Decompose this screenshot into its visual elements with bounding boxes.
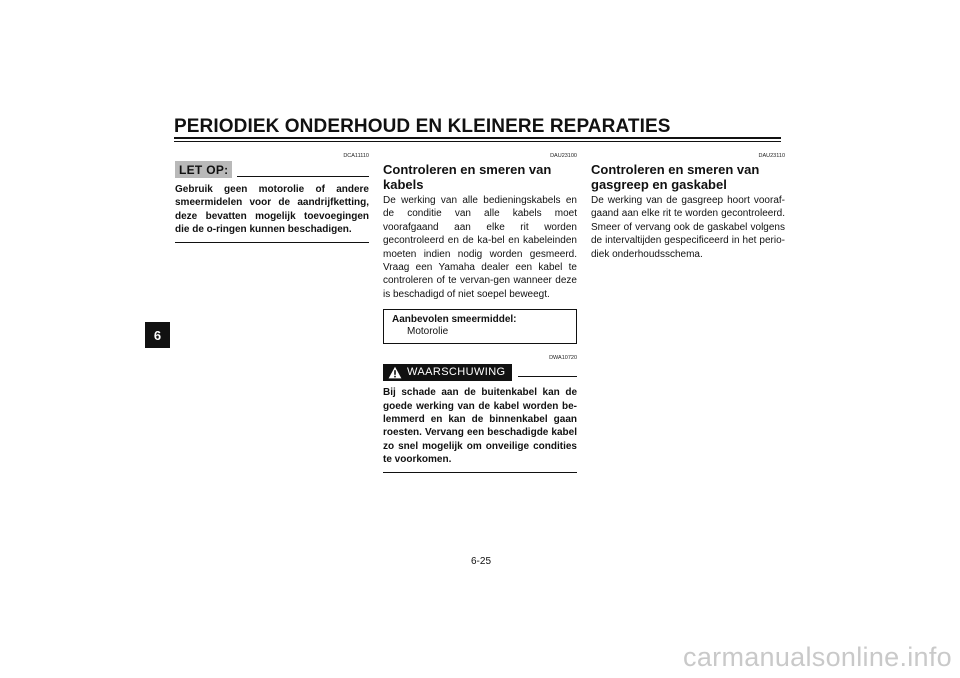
chapter-tab: 6 xyxy=(145,322,170,348)
section-body-throttle: De werking van de gasgreep hoort vooraf-gaand aan elke rit te worden gecontroleerd. Smeer of vervang ook de gaskabel volgens de intervaltijden gespecificeerd in het perio-diek onderhoudsschema. xyxy=(591,195,785,260)
warning-label-box xyxy=(383,364,512,381)
title-rule-thick xyxy=(174,137,781,139)
warning-reference-code: DWA10720 xyxy=(549,355,577,362)
page-number: 6-25 xyxy=(470,556,491,567)
reference-code: DCA11110 xyxy=(343,153,369,159)
title-rule-thin xyxy=(174,141,781,142)
column-middle xyxy=(383,152,577,473)
warning-text: Bij schade aan de buitenkabel kan de goede werking van de kabel worden be-lemmerd en kan de binnenkabel gaan roesten. Vervang een beschadigde kabel zo snel mogelijk om onveilige condities te voorkomen. xyxy=(383,387,577,466)
reference-code: DAU23110 xyxy=(758,153,785,159)
section-title-throttle: Controleren en smeren van gasgreep en gaskabel xyxy=(591,162,760,192)
warning-label: WAARSCHUWING xyxy=(407,366,506,379)
warning-end-rule xyxy=(383,472,577,473)
page-title: PERIODIEK ONDERHOUD EN KLEINERE REPARATIES xyxy=(174,116,671,137)
notice-label: LET OP: xyxy=(175,161,232,178)
lubricant-spec-box xyxy=(383,309,577,344)
column-right xyxy=(591,152,785,261)
reference-code: DAU23100 xyxy=(550,153,577,159)
notice-text: Gebruik geen motorolie of andere smeermidelen voor de aandrijfketting, deze bevatten mogelijk toevoegingen die de o-ringen kunnen beschadigen. xyxy=(175,184,369,236)
spec-value: Motorolie xyxy=(407,326,449,338)
warning-header xyxy=(383,364,577,381)
warning-triangle-icon xyxy=(388,366,402,379)
notice-end-rule xyxy=(175,242,369,243)
section-body-cables: De werking van alle bedieningskabels en de conditie van alle kabels moet voorafgaand aan elke rit worden gecontroleerd en de ka-bel en kabeleinden moeten indien nodig worden gesmeerd. Vraag een Yamaha dealer een kabel te controleren of te vervan-gen wanneer deze is beschadigd of niet soepel beweegt. xyxy=(383,195,577,300)
notice-header xyxy=(175,161,369,178)
column-left xyxy=(175,152,369,243)
watermark: carmanualsonline.info xyxy=(683,642,952,672)
notice-rule xyxy=(237,176,369,177)
section-title-cables: Controleren en smeren van kabels xyxy=(383,162,552,192)
warning-rule xyxy=(518,376,578,377)
spec-label: Aanbevolen smeermiddel: xyxy=(392,314,517,326)
